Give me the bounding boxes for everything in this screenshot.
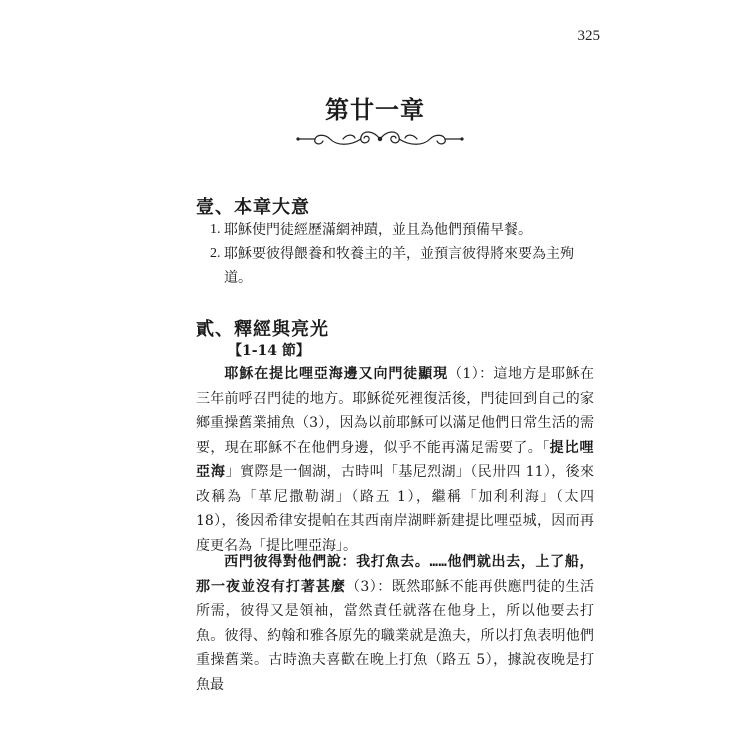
chapter-title: 第廿一章 [325, 95, 425, 124]
commentary-text: （1）：這地方是耶穌在三年前呼召門徒的地方。耶穌從死裡復活後，門徒回到自己的家鄉重操舊業捕魚（3），因為以前耶穌可以滿足他們日常生活的需要，現在耶穌不在他們身邊，似乎不能再滿足需要了。「 [196, 366, 594, 456]
flourish-ornament-icon [295, 124, 465, 154]
list-item-number: 1. [210, 222, 221, 237]
list-item [210, 218, 600, 242]
page-number: 325 [577, 28, 600, 44]
scripture-quote: 耶穌在提比哩亞海邊又向門徒顯現 [224, 366, 449, 382]
summary-list [210, 218, 600, 290]
section-heading-summary: 壹、本章大意 [196, 197, 310, 218]
verse-range-marker: 【1-14 節】 [228, 343, 310, 359]
scripture-quote: 提比哩亞海 [196, 439, 595, 480]
scripture-quote: 西門彼得對他們說：我打魚去。……他們就出去，上了船，那一夜並沒有打著甚麼 [196, 554, 594, 595]
commentary-paragraph [196, 362, 594, 558]
section-heading-exegesis: 貳、釋經與亮光 [196, 319, 329, 340]
list-item-text: 耶穌使門徒經歷滿網神蹟，並且為他們預備早餐。 [224, 222, 532, 238]
commentary-text: （3）：既然耶穌不能再供應門徒的生活所需，彼得又是領袖，當然責任就落在他身上，所以他要去打魚。彼得、約翰和雅各原先的職業就是漁夫，所以打魚表明他們重操舊業。古時漁夫喜歡在晚上打魚（路五 5），據說夜晚是打魚最 [196, 578, 595, 693]
commentary-text: 」實際是一個湖，古時叫「基尼烈湖」（民卅四 11），後來改稱為「革尼撒勒湖」（路五 1），繼稱「加利利海」（太四 18），後因希律安提帕在其西南岸湖畔新建提比哩亞城，因而再度更名為「提比哩亞海」。 [196, 464, 595, 554]
commentary-paragraph [196, 550, 594, 697]
list-item [210, 242, 600, 290]
list-item-number: 2. [210, 246, 221, 261]
list-item-text: 耶穌要彼得餵養和牧養主的羊，並預言彼得將來要為主殉道。 [224, 246, 574, 286]
